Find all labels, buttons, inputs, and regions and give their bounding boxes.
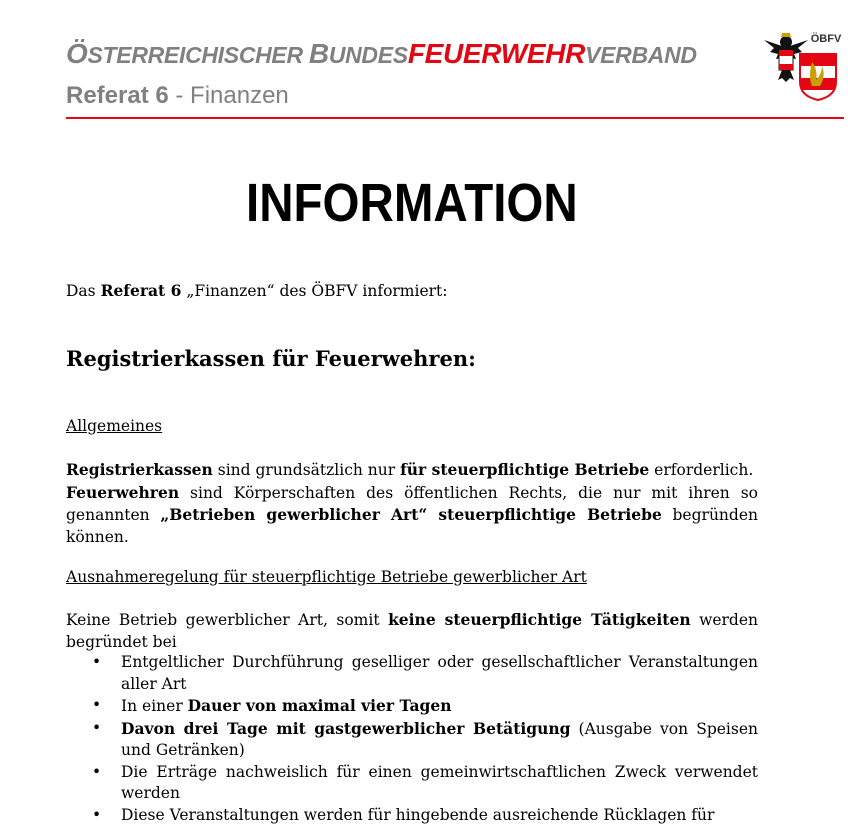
list-item: • Diese Veranstaltungen werden für hingebende ausreichende Rücklagen für bbox=[66, 805, 758, 826]
department-name: Referat 6 - Finanzen bbox=[66, 82, 289, 110]
paragraph-ausnahme: Keine Betrieb gewerblicher Art, somit keine steuerpflichtige Tätigkeiten werden begründet bei bbox=[66, 609, 758, 653]
obfv-logo bbox=[760, 26, 844, 102]
exception-list bbox=[66, 652, 758, 826]
section-allgemeines-title: Allgemeines bbox=[66, 416, 758, 438]
section-ausnahmeregelung-title: Ausnahmeregelung für steuerpflichtige Betriebe gewerblicher Art bbox=[66, 567, 758, 589]
logo-text: ÖBFV bbox=[811, 32, 842, 45]
shield-icon bbox=[800, 54, 836, 100]
list-item: • Die Erträge nachweislich für einen gemeinwirtschaftlichen Zweck verwendet werden bbox=[66, 762, 758, 805]
header-divider bbox=[66, 117, 844, 119]
list-item: • Entgeltlicher Durchführung geselliger oder gesellschaftlicher Veranstaltungen aller Art bbox=[66, 652, 758, 695]
list-item: • In einer Dauer von maximal vier Tagen bbox=[66, 695, 758, 718]
paragraph-registrierkassen: Registrierkassen sind grundsätzlich nur für steuerpflichtige Betriebe erforderlich. Feuerwehren sind Körperschaften des öffentlichen Rechts, die nur mit ihren so genannten „Betrieben gewerblicher Art“ steuerpflichtige Betriebe begründen können. bbox=[66, 459, 758, 548]
organization-name: ÖSTERREICHISCHER BUNDESFEUERWEHRVERBAND bbox=[66, 38, 697, 70]
intro-paragraph: Das Referat 6 „Finanzen“ des ÖBFV informiert: bbox=[66, 280, 758, 303]
section-heading: Registrierkassen für Feuerwehren: bbox=[66, 346, 476, 371]
list-item: • Davon drei Tage mit gastgewerblicher Betätigung (Ausgabe von Speisen und Getränken) bbox=[66, 718, 758, 762]
document-title: INFORMATION bbox=[246, 172, 578, 234]
